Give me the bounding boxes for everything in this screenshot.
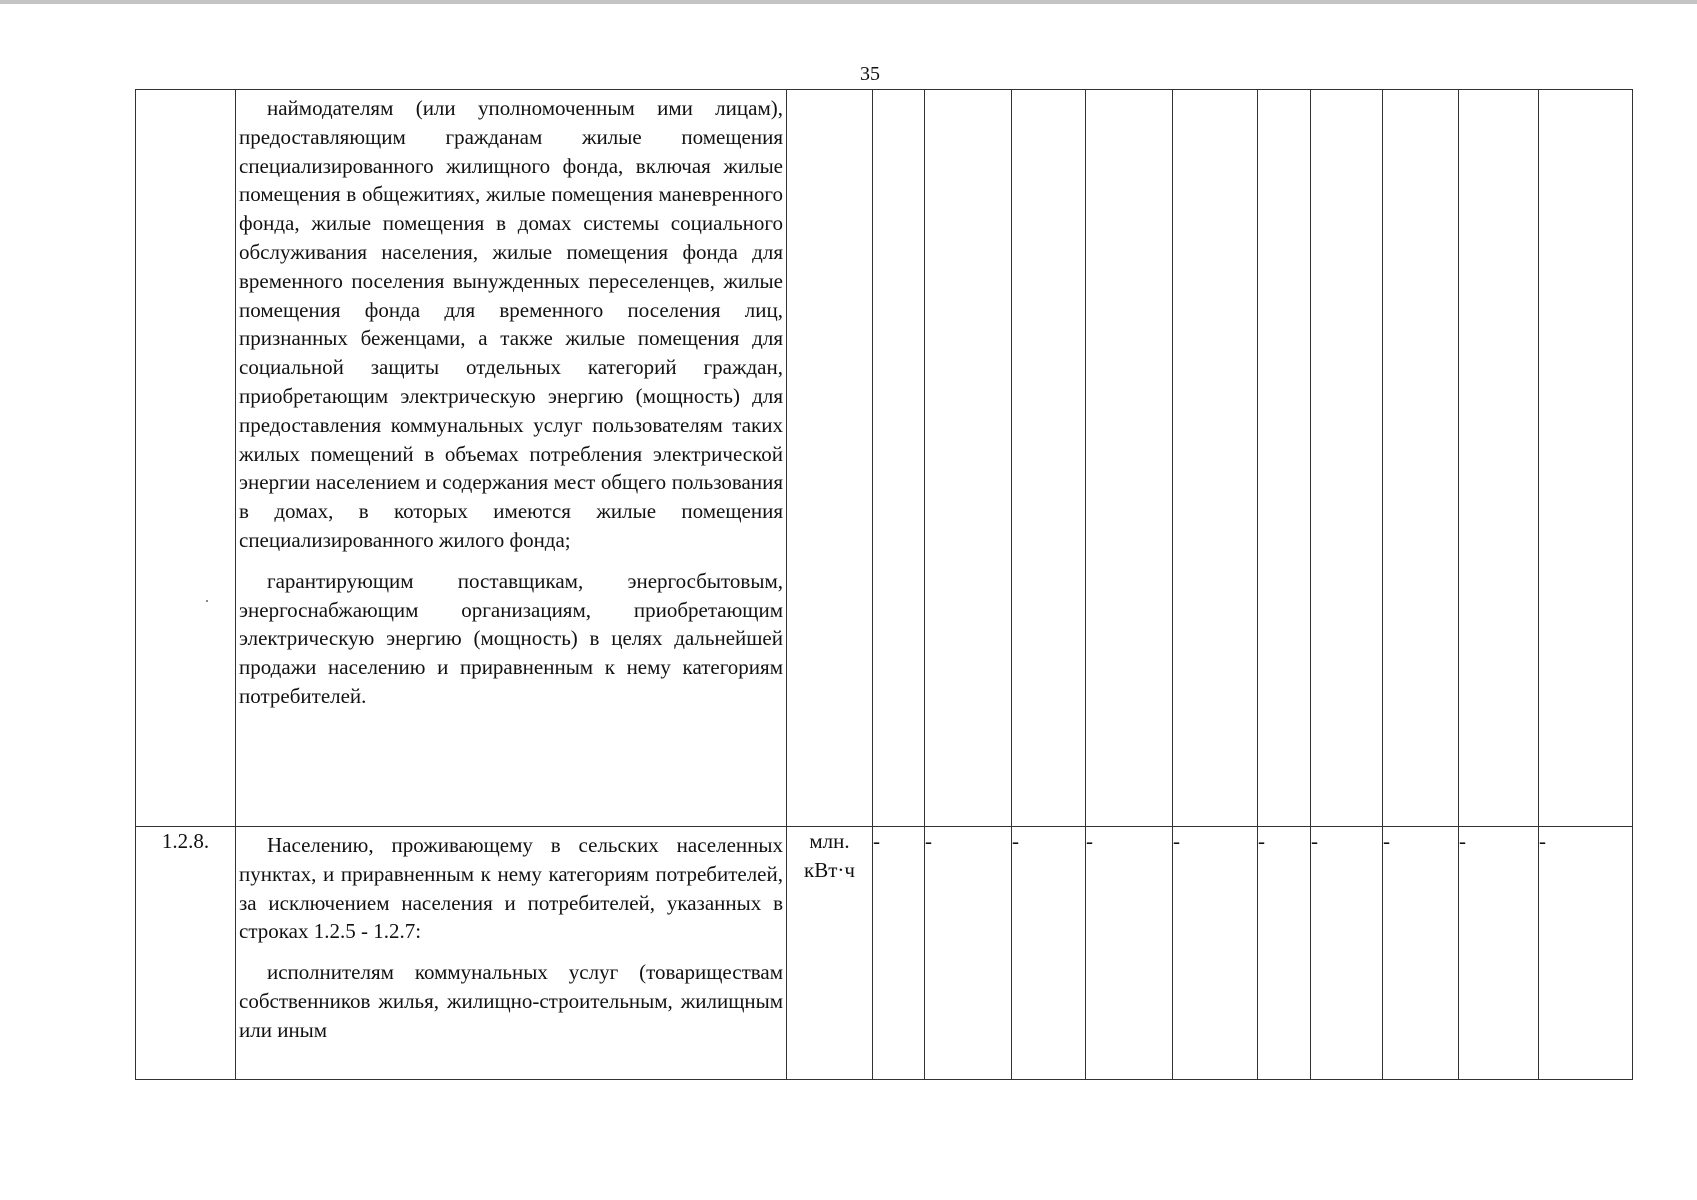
value-cell [1311,90,1383,827]
value-cell: - [1539,827,1633,1080]
page-number: 35 [860,63,880,85]
value-cell: - [1086,827,1173,1080]
scan-top-edge [0,0,1697,4]
value-cell: - [925,827,1012,1080]
table-row [136,90,1633,827]
value-cell: - [1383,827,1459,1080]
value-cell [1383,90,1459,827]
value-cell [1173,90,1258,827]
description-paragraph: гарантирующим поставщикам, энергосбытовым, энергоснабжающим организациям, приобретающим электрическую энергию (мощность) в целях дальнейшей продажи населению и приравненным к нему категориям потребителей. [239,568,783,708]
value-cell [1086,90,1173,827]
description-paragraph: Населению, проживающему в сельских населенных пунктах, и приравненным к нему категориям потребителей, за исключением населения и потребителей, указанных в строках 1.2.5 - 1.2.7: [239,833,783,944]
value-cell [873,90,925,827]
scan-speck [206,600,208,602]
value-cell: - [1012,827,1086,1080]
unit-line: кВт·ч [804,857,855,882]
unit-cell [787,827,873,1080]
row-number-cell [136,827,236,1080]
value-cell [925,90,1012,827]
value-cell: - [873,827,925,1080]
value-cell [1539,90,1633,827]
row-number: 1.2.8. [161,829,210,853]
unit-cell [787,90,873,827]
description-paragraph: исполнителям коммунальных услуг (товариществам собственников жилья, жилищно-строительным, жилищным или иным [239,960,783,1042]
description-clip [239,831,783,1074]
tariff-table [135,89,1633,1080]
table-row [136,827,1633,1080]
row-number-cell [136,90,236,827]
value-cell [1012,90,1086,827]
unit-line: млн. [809,829,850,853]
value-cell: - [1173,827,1258,1080]
value-cell: - [1459,827,1539,1080]
value-cell [1258,90,1311,827]
row-description-cell [236,90,787,827]
value-cell: - [1311,827,1383,1080]
description-paragraph: наймодателям (или уполномоченным ими лицам), предоставляющим гражданам жилые помещения специализированного жилищного фонда, включая жилые помещения в общежитиях, жилые помещения маневренного фонда, жилые помещения в домах системы социального обслуживания населения, жилые помещения фонда для временного поселения вынужденных переселенцев, жилые помещения фонда для временного поселения лиц, признанных беженцами, а также жилые помещения для социальной защиты отдельных категорий граждан, приобретающим электрическую энергию (мощность) для предоставления коммунальных услуг пользователям таких жилых помещений в объемах потребления электрической энергии населением и содержания мест общего пользования в домах, в которых имеются жилые помещения специализированного жилого фонда; [239,96,783,552]
row-description-cell [236,827,787,1080]
value-cell: - [1258,827,1311,1080]
value-cell [1459,90,1539,827]
